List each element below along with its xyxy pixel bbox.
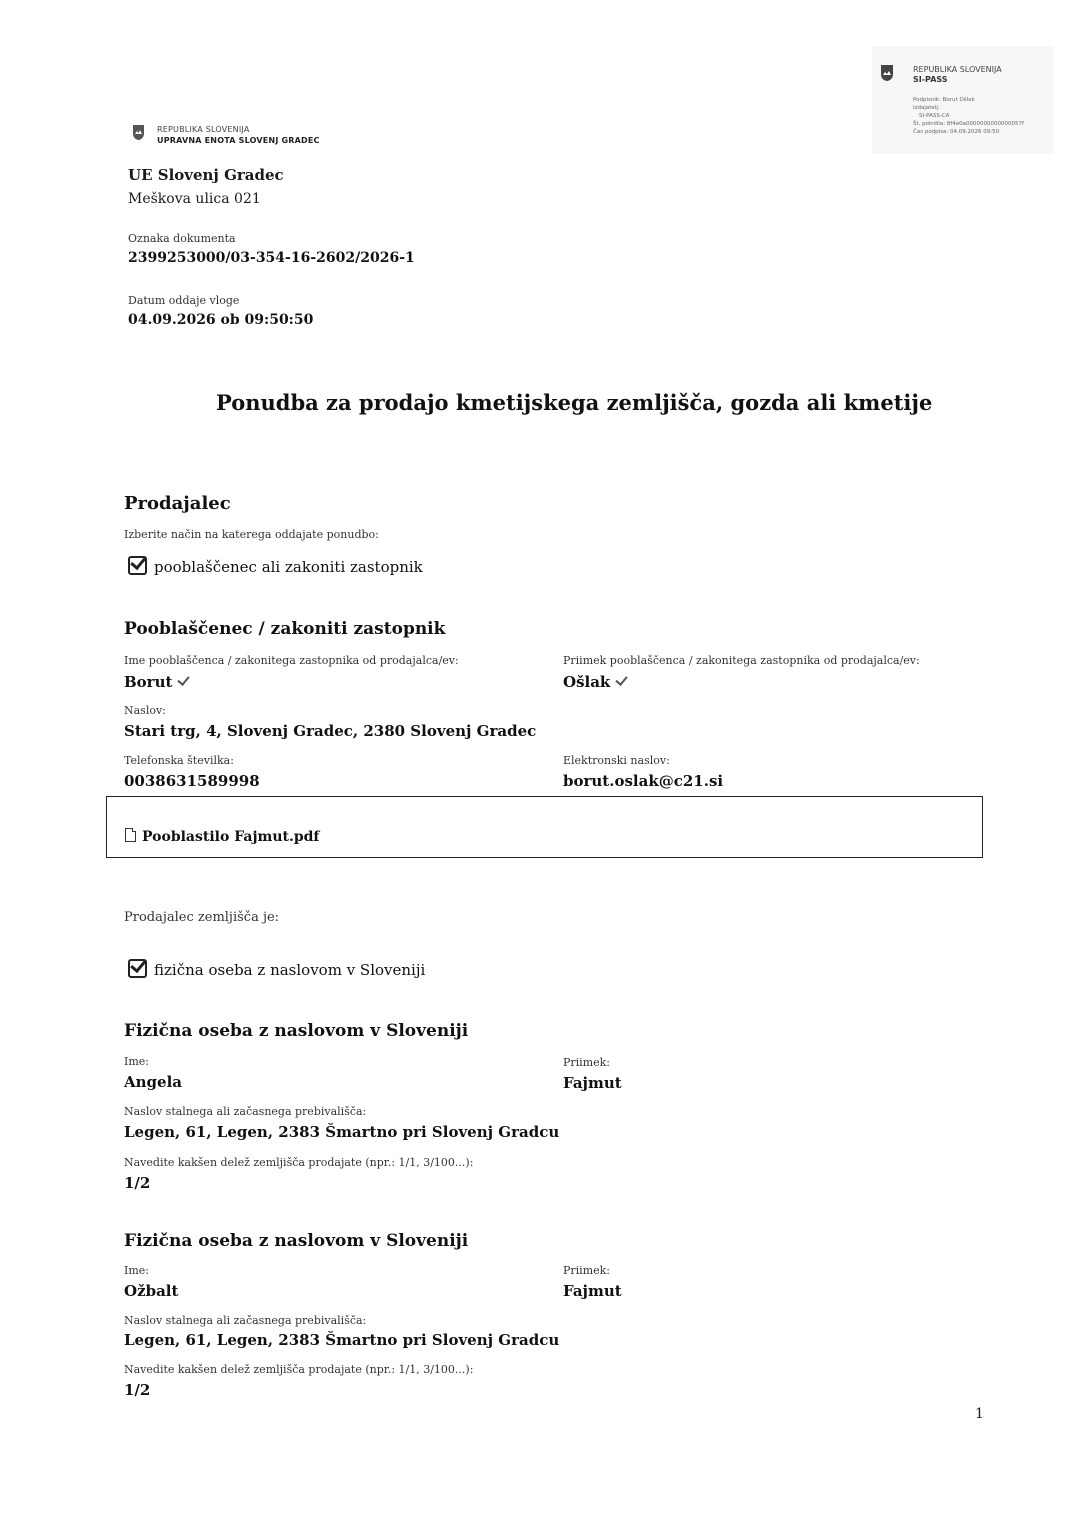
stamp-line: Izdajatelj: xyxy=(913,105,940,111)
person-first-name-label: Ime: xyxy=(124,1055,149,1068)
checked-checkbox-icon xyxy=(128,556,147,575)
header-unit: UPRAVNA ENOTA SLOVENJ GRADEC xyxy=(157,136,320,145)
submission-date-label: Datum oddaje vloge xyxy=(128,294,240,307)
person-heading: Fizična oseba z naslovom v Sloveniji xyxy=(124,1021,469,1041)
submission-date-value: 04.09.2026 ob 09:50:50 xyxy=(128,312,314,328)
seller-method-value: pooblaščenec ali zakoniti zastopnik xyxy=(154,558,423,576)
attachment-filename: Pooblastilo Fajmut.pdf xyxy=(142,829,320,845)
person-last-name: Fajmut xyxy=(563,1282,622,1300)
seller-heading: Prodajalec xyxy=(124,493,231,514)
person-first-name-label: Ime: xyxy=(124,1264,149,1277)
person-address-label: Naslov stalnega ali začasnega prebivališča: xyxy=(124,1105,367,1118)
seller-method-option xyxy=(128,556,423,576)
person-heading: Fizična oseba z naslovom v Sloveniji xyxy=(124,1231,469,1251)
person-share-label: Navedite kakšen delež zemljišča prodajate (npr.: 1/1, 3/100...): xyxy=(124,1363,474,1376)
stamp-system: SI-PASS xyxy=(913,75,948,84)
rep-first-name-label: Ime pooblaščenca / zakonitega zastopnika od prodajalca/ev: xyxy=(124,654,459,667)
rep-first-name-field xyxy=(124,673,187,691)
file-icon xyxy=(125,828,136,842)
coat-of-arms-icon xyxy=(132,124,145,141)
rep-address-label: Naslov: xyxy=(124,704,166,717)
rep-phone-label: Telefonska številka: xyxy=(124,754,234,767)
stamp-republic: REPUBLIKA SLOVENIJA xyxy=(913,65,1002,74)
person-first-name: Ožbalt xyxy=(124,1282,179,1300)
page-title: Ponudba za prodajo kmetijskega zemljišča, gozda ali kmetije xyxy=(216,390,933,415)
rep-address: Stari trg, 4, Slovenj Gradec, 2380 Slovenj Gradec xyxy=(124,722,537,740)
rep-first-name: Borut xyxy=(124,673,173,691)
document-id-value: 2399253000/03-354-16-2602/2026-1 xyxy=(128,250,415,266)
recipient-address: Meškova ulica 021 xyxy=(128,191,261,207)
rep-last-name-field xyxy=(563,673,625,691)
header-republic: REPUBLIKA SLOVENIJA xyxy=(157,125,250,134)
person-address: Legen, 61, Legen, 2383 Šmartno pri Slovenj Gradcu xyxy=(124,1331,560,1349)
attachment-box xyxy=(106,796,983,858)
person-share: 1/2 xyxy=(124,1174,151,1192)
rep-email: borut.oslak@c21.si xyxy=(563,772,724,790)
person-share: 1/2 xyxy=(124,1381,151,1399)
checked-checkbox-icon xyxy=(128,959,147,978)
person-address: Legen, 61, Legen, 2383 Šmartno pri Slovenj Gradcu xyxy=(124,1123,560,1141)
seller-type-option xyxy=(128,959,425,979)
stamp-line: Podpisnik: Borut Ošlak xyxy=(913,97,975,103)
verified-check-icon xyxy=(178,673,190,686)
seller-method-label: Izberite način na katerega oddajate ponudbo: xyxy=(124,528,379,541)
person-last-name-label: Priimek: xyxy=(563,1056,611,1069)
verified-check-icon xyxy=(616,673,628,686)
rep-email-label: Elektronski naslov: xyxy=(563,754,670,767)
stamp-line: Čas podpisa: 04.09.2026 09:50 xyxy=(913,129,1000,135)
signature-stamp xyxy=(872,46,1054,154)
rep-last-name-label: Priimek pooblaščenca / zakonitega zastopnika od prodajalca/ev: xyxy=(563,654,920,667)
seller-type-value: fizična oseba z naslovom v Sloveniji xyxy=(154,961,426,979)
rep-phone: 0038631589998 xyxy=(124,772,260,790)
person-first-name: Angela xyxy=(124,1073,182,1091)
person-last-name-label: Priimek: xyxy=(563,1264,611,1277)
recipient-name: UE Slovenj Gradec xyxy=(128,166,284,184)
person-address-label: Naslov stalnega ali začasnega prebivališča: xyxy=(124,1314,367,1327)
representative-heading: Pooblaščenec / zakoniti zastopnik xyxy=(124,619,446,639)
seller-type-label: Prodajalec zemljišča je: xyxy=(124,910,280,925)
document-id-label: Oznaka dokumenta xyxy=(128,232,236,245)
attachment-link[interactable] xyxy=(125,828,319,845)
person-share-label: Navedite kakšen delež zemljišča prodajate (npr.: 1/1, 3/100...): xyxy=(124,1156,474,1169)
stamp-line: Št. potrdila: 8f4e0a0000000000000057f xyxy=(913,121,1024,127)
person-last-name: Fajmut xyxy=(563,1074,622,1092)
coat-of-arms-icon xyxy=(880,64,894,82)
rep-last-name: Ošlak xyxy=(563,673,611,691)
page-number: 1 xyxy=(975,1406,984,1422)
stamp-line: SI-PASS-CA xyxy=(919,113,950,119)
